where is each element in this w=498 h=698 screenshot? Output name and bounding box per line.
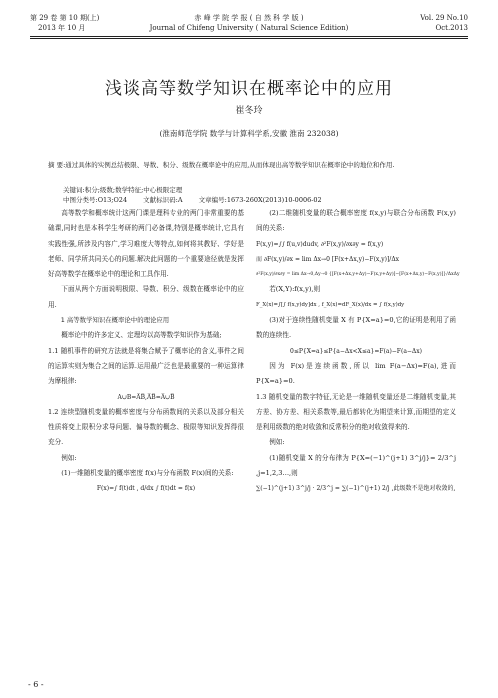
paragraph: 下面从两个方面说明极限、导数、积分、级数在概率论中的应用.	[48, 285, 244, 309]
journal-vol-en: Vol. 29 No.10	[420, 14, 468, 22]
formula: ∂²F(x,y)/∂x∂y = lim Δx→0,Δy→0 {[F(x+Δx,y+Δy)−F(x,y+Δy)]−[F(x+Δx,y)−F(x,y)]}/ΔxΔy	[256, 272, 460, 278]
article-title: 浅谈高等数学知识在概率论中的应用	[105, 79, 393, 99]
paragraph: (1)一维随机变量的概率密度 f(x)与分布函数 F(x)间的关系:	[61, 469, 234, 478]
formula: F(x,y)=∫∫ f(u,v)dudv, ∂²F(x,y)/∂x∂y = f(x,y)	[256, 240, 384, 248]
paragraph: 1.1 随机事件的研究方法就是将集合赋予了概率论的含义,事件之间的运算实则为集合之间的运算.运用最广泛也是最重要的一种运算律为摩根律:	[48, 346, 244, 386]
journal-name-en: Journal of Chifeng University ( Natural Science Edition)	[149, 24, 349, 32]
section-heading: 1 高等数学知识在概率论中的理论应用	[60, 316, 170, 325]
article-number: 文章编号:1673-260X(2013)10-0006-02	[198, 196, 322, 204]
formula: F(x)=∫ f(t)dt , d/dx ∫ f(t)dt = f(x)	[96, 485, 196, 493]
header-rule-thin	[30, 38, 468, 39]
paragraph: 若(X,Y):f(x,y),则	[269, 285, 321, 294]
article-meta	[63, 185, 336, 205]
document-code: 文献标识码:A	[143, 196, 183, 204]
formula: F_X(x)=∫[∫ f(x,y)dy]dx , f_X(x)=dF_X(x)/dx = ∫ f(x,y)dy	[256, 301, 405, 308]
paragraph: 概率论中的许多定义、定理均以高等数学知识作为基础;	[61, 331, 222, 340]
clc-number: 中图分类号:O13;O24	[63, 196, 128, 204]
article-affiliation: (淮南师范学院 数学与计算科学系,安徽 淮南 232038)	[159, 129, 339, 138]
paragraph: 高等数学和概率统计这两门课是理科专业的两门非常重要的基础课,同时也是本科学生考研的两门必备课,特别是概率统计,它具有实践性强,所涉及内容广,学习难度大等特点,如何将其教好、学好是老师、同学所共同关心的问题.解决此问题的一个重要途径就是发挥好高等数学在概率论中的理论和工具作用.	[48, 209, 244, 279]
paragraph: 1.3 随机变量的数字特征,无论是一维随机变量还是二维随机变量,其方差、协方差、相关系数等,最后都转化为期望来计算,而期望的定义是利用级数的绝对收敛和反常积分的绝对收敛得来的.	[256, 392, 456, 432]
journal-date-en: Oct.2013	[435, 24, 468, 32]
paragraph: (3)对于连续性随机变量 X 有 P{X=a}=0,它的证明是利用了函数的连续性.	[256, 316, 456, 340]
header-rule	[30, 36, 468, 37]
paragraph: (2)二维随机变量的联合概率密度 f(x,y)与联合分布函数 F(x,y)间的关系:	[256, 209, 456, 233]
right-column	[256, 206, 460, 497]
formula: 而 ∂F(x,y)/∂x = lim Δx→0 [F(x+Δx,y)−F(x,y)]/Δx	[256, 255, 400, 263]
article-author: 崔冬玲	[235, 106, 263, 116]
page-number: - 6 -	[28, 680, 44, 689]
journal-date: 2013 年 10 月	[38, 24, 86, 32]
article-abstract: 摘 要:通过具体的实例总结极限、导数、积分、级数在概率论中的应用,从而体现出高等数学知识在概率论中的地位和作用.	[48, 161, 395, 169]
paragraph: 因为 F(x)是连续函数,所以 lim F(a−Δx)=F(a),进而 P{X=a}=0.	[256, 361, 456, 386]
journal-name-cn: 赤 峰 学 院 学 报 ( 自 然 科 学 版 )	[194, 14, 304, 22]
paragraph: 例如:	[61, 453, 77, 462]
paragraph: 1.2 连续型随机变量的概率密度与分布函数间的关系以及部分相关性质将变上限积分求导问题、偏导数的概念、极限等知识发挥得很充分.	[48, 407, 244, 447]
paragraph: (1)随机变量 X 的分布律为 P{X=(−1)^(j+1) 3^j/j}= 2/3^j ,j=1,2,3…,则	[256, 453, 456, 478]
journal-volume-issue: 第 29 卷 第 10 期(上)	[30, 14, 100, 22]
paragraph: 例如:	[269, 438, 285, 447]
left-column	[48, 206, 244, 497]
formula: A∪B=A̅B̅,A̅B̅=A̅∪B̅	[117, 393, 175, 401]
formula: ∑(−1)^(j+1) 3^j/j · 2/3^j = ∑(−1)^(j+1) 2/j ,此级数不是绝对收敛的,	[256, 485, 456, 493]
keywords: 关键词:积分;级数;数学特征;中心极限定理	[63, 186, 183, 194]
formula: 0≤P{X=a}≤P{a−Δx<X≤a}=F(a)−F(a−Δx)	[290, 347, 422, 355]
